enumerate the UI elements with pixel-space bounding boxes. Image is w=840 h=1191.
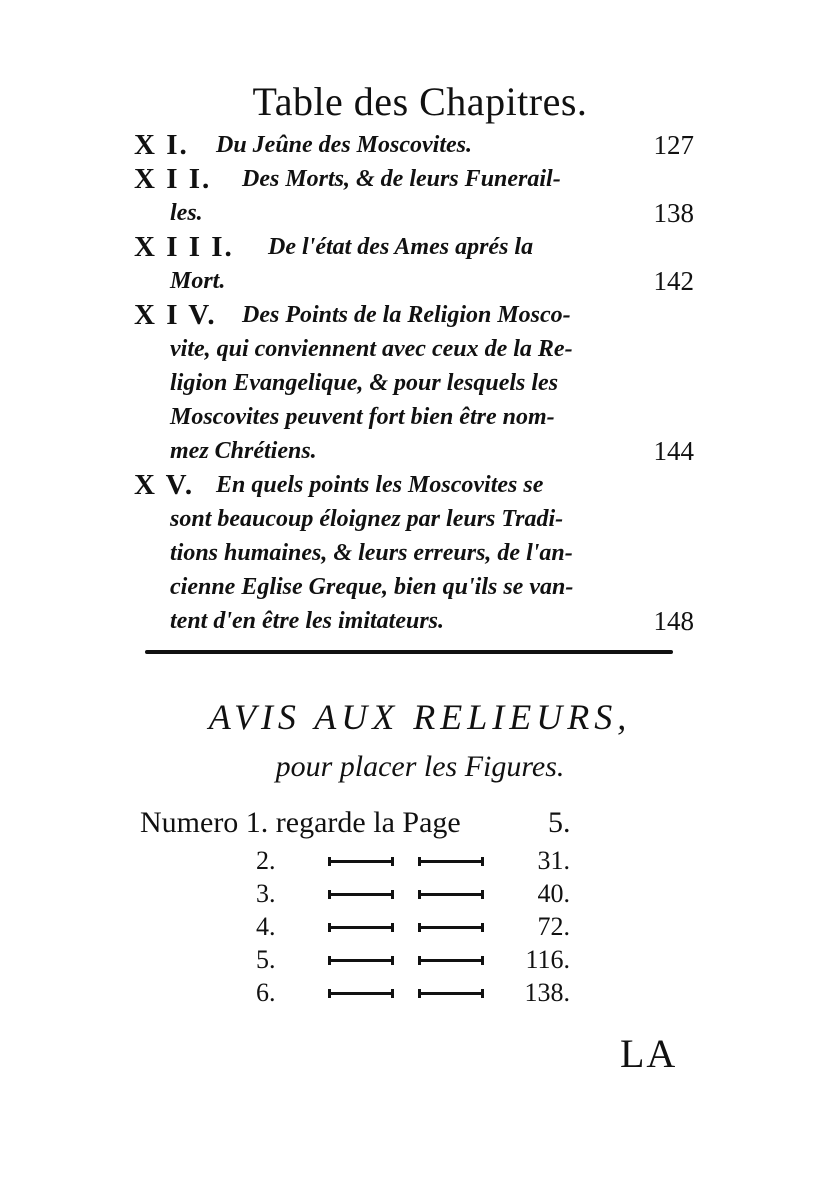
figure-page: 116.: [525, 945, 570, 974]
chapter-entry: [134, 230, 694, 298]
chapter-title-line: les.: [170, 200, 203, 226]
catchword: LA: [620, 1031, 678, 1076]
figure-number: 4.: [256, 912, 276, 941]
figure-row: [0, 978, 840, 1012]
figures-header-page: 5.: [548, 806, 571, 839]
figure-row: [0, 945, 840, 979]
ditto-rule: [418, 893, 484, 896]
figure-number: 6.: [256, 978, 276, 1007]
figure-page: 31.: [537, 846, 570, 875]
chapter-title-line: Du Jeûne des Moscovites.: [216, 132, 472, 158]
chapter-page-number: 144: [653, 436, 694, 466]
binders-notice-subtitle: pour placer les Figures.: [275, 750, 565, 783]
chapter-number: X I I I.: [134, 231, 234, 263]
chapter-title-line: tions humaines, & leurs erreurs, de l'an-: [170, 540, 573, 566]
figures-header: Numero 1. regarde la Page: [140, 806, 461, 839]
ditto-rule: [328, 926, 394, 929]
ditto-rule: [418, 959, 484, 962]
chapter-title-line: De l'état des Ames aprés la: [268, 234, 534, 260]
ditto-rule: [328, 893, 394, 896]
chapter-number: X I I.: [134, 163, 212, 195]
chapter-entry: [134, 128, 694, 162]
ditto-rule: [418, 992, 484, 995]
figure-page: 72.: [537, 912, 570, 941]
chapter-entry: [134, 468, 694, 638]
chapter-number: X V.: [134, 469, 195, 501]
chapter-title-line: ligion Evangelique, & pour lesquels les: [170, 370, 559, 396]
chapter-page-number: 142: [653, 266, 694, 296]
chapter-entry: [134, 298, 694, 468]
figure-number: 2.: [256, 846, 276, 875]
chapter-title-line: En quels points les Moscovites se: [216, 472, 544, 498]
chapter-title-line: Moscovites peuvent fort bien être nom-: [170, 404, 555, 430]
ditto-rule: [418, 860, 484, 863]
ditto-rule: [418, 926, 484, 929]
chapter-title-line: Des Points de la Religion Mosco-: [242, 302, 571, 328]
chapter-page-number: 138: [653, 198, 694, 228]
chapter-title: [134, 468, 694, 638]
figure-number: 5.: [256, 945, 276, 974]
chapter-number: X I.: [134, 129, 189, 161]
chapter-title: [134, 298, 694, 468]
ditto-rule: [328, 992, 394, 995]
chapter-title: [134, 128, 694, 162]
page-heading: Table des Chapitres.: [252, 79, 588, 124]
chapter-title-line: Des Morts, & de leurs Funerail-: [242, 166, 561, 192]
chapter-number: X I V.: [134, 299, 217, 331]
figure-page: 138.: [524, 978, 570, 1007]
figure-row: [0, 846, 840, 880]
chapter-title-line: cienne Eglise Greque, bien qu'ils se van-: [170, 574, 574, 600]
binders-notice-title: AVIS AUX RELIEURS,: [208, 697, 632, 737]
figure-row: [0, 879, 840, 913]
chapter-title-line: tent d'en être les imitateurs.: [170, 608, 444, 634]
chapter-title-line: vite, qui conviennent avec ceux de la Re-: [170, 336, 573, 362]
chapter-title-line: mez Chrétiens.: [170, 438, 317, 464]
figure-page: 40.: [537, 879, 570, 908]
chapter-page-number: 148: [653, 606, 694, 636]
figure-number: 3.: [256, 879, 276, 908]
chapter-entry: [134, 162, 694, 230]
ditto-rule: [328, 959, 394, 962]
table-of-chapters: [134, 128, 694, 638]
chapter-title-line: sont beaucoup éloignez par leurs Tradi-: [170, 506, 564, 532]
chapter-title-line: Mort.: [170, 268, 226, 294]
figure-row: [0, 912, 840, 946]
ditto-rule: [328, 860, 394, 863]
chapter-title: [134, 162, 694, 230]
chapter-page-number: 127: [653, 130, 694, 160]
divider-rule: [145, 650, 673, 654]
